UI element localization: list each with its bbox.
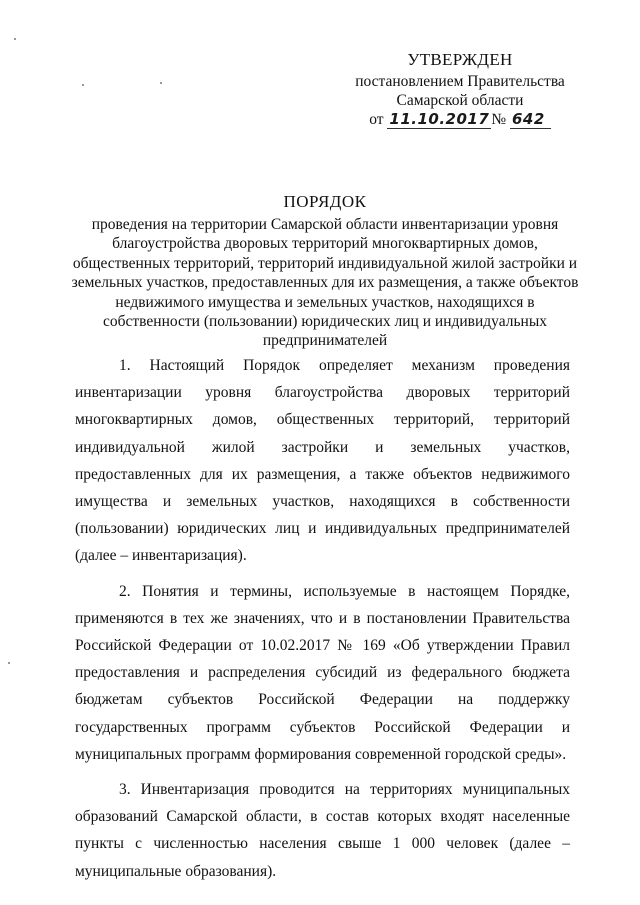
document-heading — [70, 192, 580, 351]
approval-date-line — [340, 110, 580, 129]
approval-prefix: от — [369, 111, 384, 128]
paragraph-3: 3. Инвентаризация проводится на территориях муниципальных образований Самарской области, в состав которых входят населенные пункты с численностью населения свыше 1 000 человек (далее – муниципальные образования). — [75, 781, 570, 880]
scan-speck — [14, 38, 16, 40]
document-body — [75, 352, 570, 893]
approval-block — [340, 50, 580, 129]
approval-line-2: Самарской области — [396, 92, 524, 109]
paragraph-2: 2. Понятия и термины, используемые в настоящем Порядке, применяются в тех же значениях, что и в постановлении Правительства Российской Федерации от 10.02.2017 № 169 «Об утверждении Правил предоставления и распределения субсидий из федерального бюджета бюджетам субъектов Российской Федерации на поддержку государственных программ субъектов Российской Федерации и муниципальных программ формирования современной городской среды». — [75, 582, 570, 763]
approval-title: УТВЕРЖДЕН — [407, 50, 513, 69]
document-subtitle: проведения на территории Самарской области инвентаризации уровня благоустройства дворовых территорий многоквартирных домов, общественных территорий, территорий индивидуальной жилой застройки и земельных участков, предоставленных для их размещения, а также объектов недвижимого имущества и земельных участков, находящихся в собственности (пользовании) юридических лиц и индивидуальных предпринимателей — [71, 216, 579, 350]
approval-line-1: постановлением Правительства — [355, 73, 565, 90]
scan-speck — [8, 662, 10, 664]
document-title: ПОРЯДОК — [283, 192, 367, 211]
scan-speck — [160, 82, 162, 84]
number-sign: № — [491, 111, 507, 128]
scan-speck — [82, 84, 84, 86]
handwritten-date: 11.10.2017 — [389, 110, 490, 128]
paragraph-1: 1. Настоящий Порядок определяет механизм проведения инвентаризации уровня благоустройства дворовых территорий многоквартирных домов, общественных территорий, территорий индивидуальной жилой застройки и земельных участков, предоставленных для их размещения, а также объектов недвижимого имущества и земельных участков, находящихся в собственности (пользовании) юридических лиц и индивидуальных предпринимателей (далее – инвентаризация). — [75, 357, 570, 565]
handwritten-number: 642 — [510, 110, 551, 129]
